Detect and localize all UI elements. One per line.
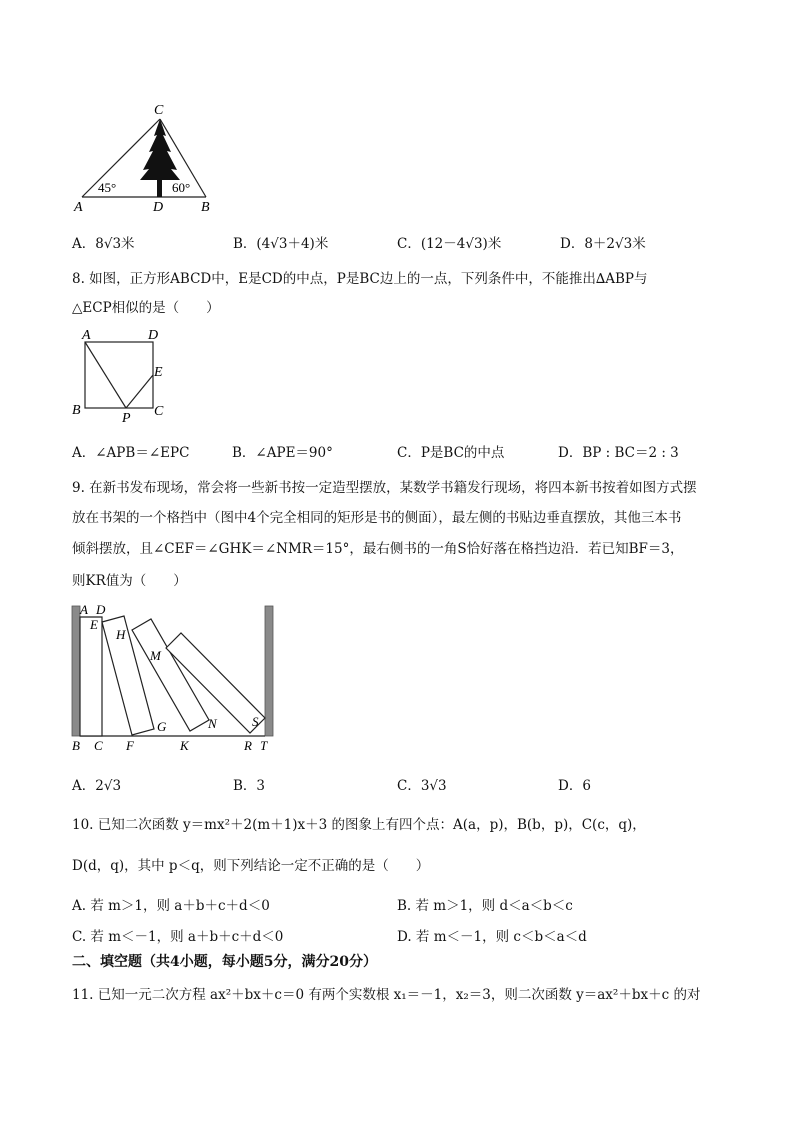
q9-stem-line1: 9. 在新书发布现场，常会将一些新书按一定造型摆放，某数学书籍发行现场，将四本新书按着如图方式摆 xyxy=(72,480,697,496)
q8-option-d[interactable]: D．BP : BC＝2 : 3 xyxy=(558,445,679,461)
q8-option-b[interactable]: B．∠APE＝90° xyxy=(232,445,333,461)
q8-option-c[interactable]: C．P是BC的中点 xyxy=(397,445,505,461)
q9-stem-line4: 则KR值为（ ） xyxy=(72,573,187,589)
q9-stem-line2: 放在书架的一个格挡中（图中4个完全相同的矩形是书的侧面），最左侧的书贴边垂直摆放，其他三本书 xyxy=(72,510,682,526)
q9-label-c: C xyxy=(94,738,103,753)
q9-label-t: T xyxy=(260,738,268,753)
q9-label-h: H xyxy=(116,627,126,642)
q9-option-a[interactable]: A．2√3 xyxy=(72,778,122,794)
q7-label-a: A xyxy=(74,200,83,214)
q9-option-c[interactable]: C．3√3 xyxy=(397,778,447,794)
q11-stem-line1: 11. 已知一元二次方程 ax²＋bx＋c＝0 有两个实数根 x₁＝－1，x₂＝3，则二次函数 y＝ax²＋bx＋c 的对 xyxy=(72,987,701,1003)
q9-book-1 xyxy=(80,617,102,736)
q8-label-d: D xyxy=(148,328,159,343)
q8-stem-line1: 8. 如图，正方形ABCD中，E是CD的中点，P是BC边上的一点，下列条件中，不能推出∆ABP与 xyxy=(72,271,648,287)
q9-label-e: E xyxy=(90,617,98,632)
q7-angle-b-label: 60° xyxy=(172,180,191,195)
q8-square xyxy=(85,342,153,408)
q7-option-b[interactable]: B．(4√3＋4)米 xyxy=(233,236,329,252)
section-2-title: 二、填空题（共4小题，每小题5分，满分20分） xyxy=(72,954,377,970)
q9-figure xyxy=(68,600,280,756)
q7-label-d: D xyxy=(153,200,164,214)
q9-label-g: G xyxy=(157,719,167,734)
q10-option-d[interactable]: D. 若 m＜－1，则 c＜b＜a＜d xyxy=(397,929,587,945)
q9-label-f: F xyxy=(126,738,134,753)
q9-label-n: N xyxy=(208,716,217,731)
q9-label-a: A xyxy=(80,602,88,617)
q9-label-b: B xyxy=(72,738,80,753)
q10-stem-line2: D(d，q)，其中 p＜q，则下列结论一定不正确的是（ ） xyxy=(72,858,430,874)
q7-label-c: C xyxy=(154,103,164,118)
q7-angle-a-label: 45° xyxy=(98,180,117,195)
q9-option-d[interactable]: D．6 xyxy=(558,778,591,794)
q9-option-b[interactable]: B．3 xyxy=(233,778,266,794)
q10-option-c[interactable]: C. 若 m＜－1，则 a＋b＋c＋d＜0 xyxy=(72,929,284,945)
q10-option-b[interactable]: B. 若 m＞1，则 d＜a＜b＜c xyxy=(397,898,573,914)
q9-label-m: M xyxy=(150,648,161,663)
q8-label-p: P xyxy=(122,411,131,425)
q7-option-c[interactable]: C．(12－4√3)米 xyxy=(397,236,502,252)
q9-label-k: K xyxy=(180,738,189,753)
q7-option-d[interactable]: D．8＋2√3米 xyxy=(560,236,646,252)
q8-stem-line2: △ECP相似的是（ ） xyxy=(72,300,220,316)
q8-label-e: E xyxy=(154,365,163,380)
q9-label-r: R xyxy=(244,738,252,753)
q7-figure xyxy=(70,98,220,214)
q8-figure xyxy=(70,325,170,425)
q7-label-b: B xyxy=(201,200,210,214)
q8-label-a: A xyxy=(82,328,91,343)
q8-option-a[interactable]: A．∠APB＝∠EPC xyxy=(72,445,190,461)
q9-label-s: S xyxy=(252,714,259,729)
q10-option-a[interactable]: A. 若 m＞1，则 a＋b＋c＋d＜0 xyxy=(72,898,270,914)
q9-right-wall xyxy=(265,606,273,736)
q9-stem-line3: 倾斜摆放，且∠CEF＝∠GHK＝∠NMR＝15°，最右侧书的一角S恰好落在格挡边沿．若已知BF＝3， xyxy=(72,541,684,557)
q8-segment-ap xyxy=(85,342,126,408)
q7-side-ac xyxy=(82,119,160,197)
q10-stem-line1: 10. 已知二次函数 y＝mx²＋2(m＋1)x＋3 的图象上有四个点：A(a，p)，B(b，p)，C(c，q)， xyxy=(72,817,646,833)
q8-label-c: C xyxy=(154,404,164,419)
q8-label-b: B xyxy=(72,403,81,418)
q7-option-a[interactable]: A．8√3米 xyxy=(72,236,135,252)
q9-left-wall xyxy=(72,606,80,736)
q9-label-d: D xyxy=(96,602,106,617)
q8-segment-pe xyxy=(126,375,153,408)
